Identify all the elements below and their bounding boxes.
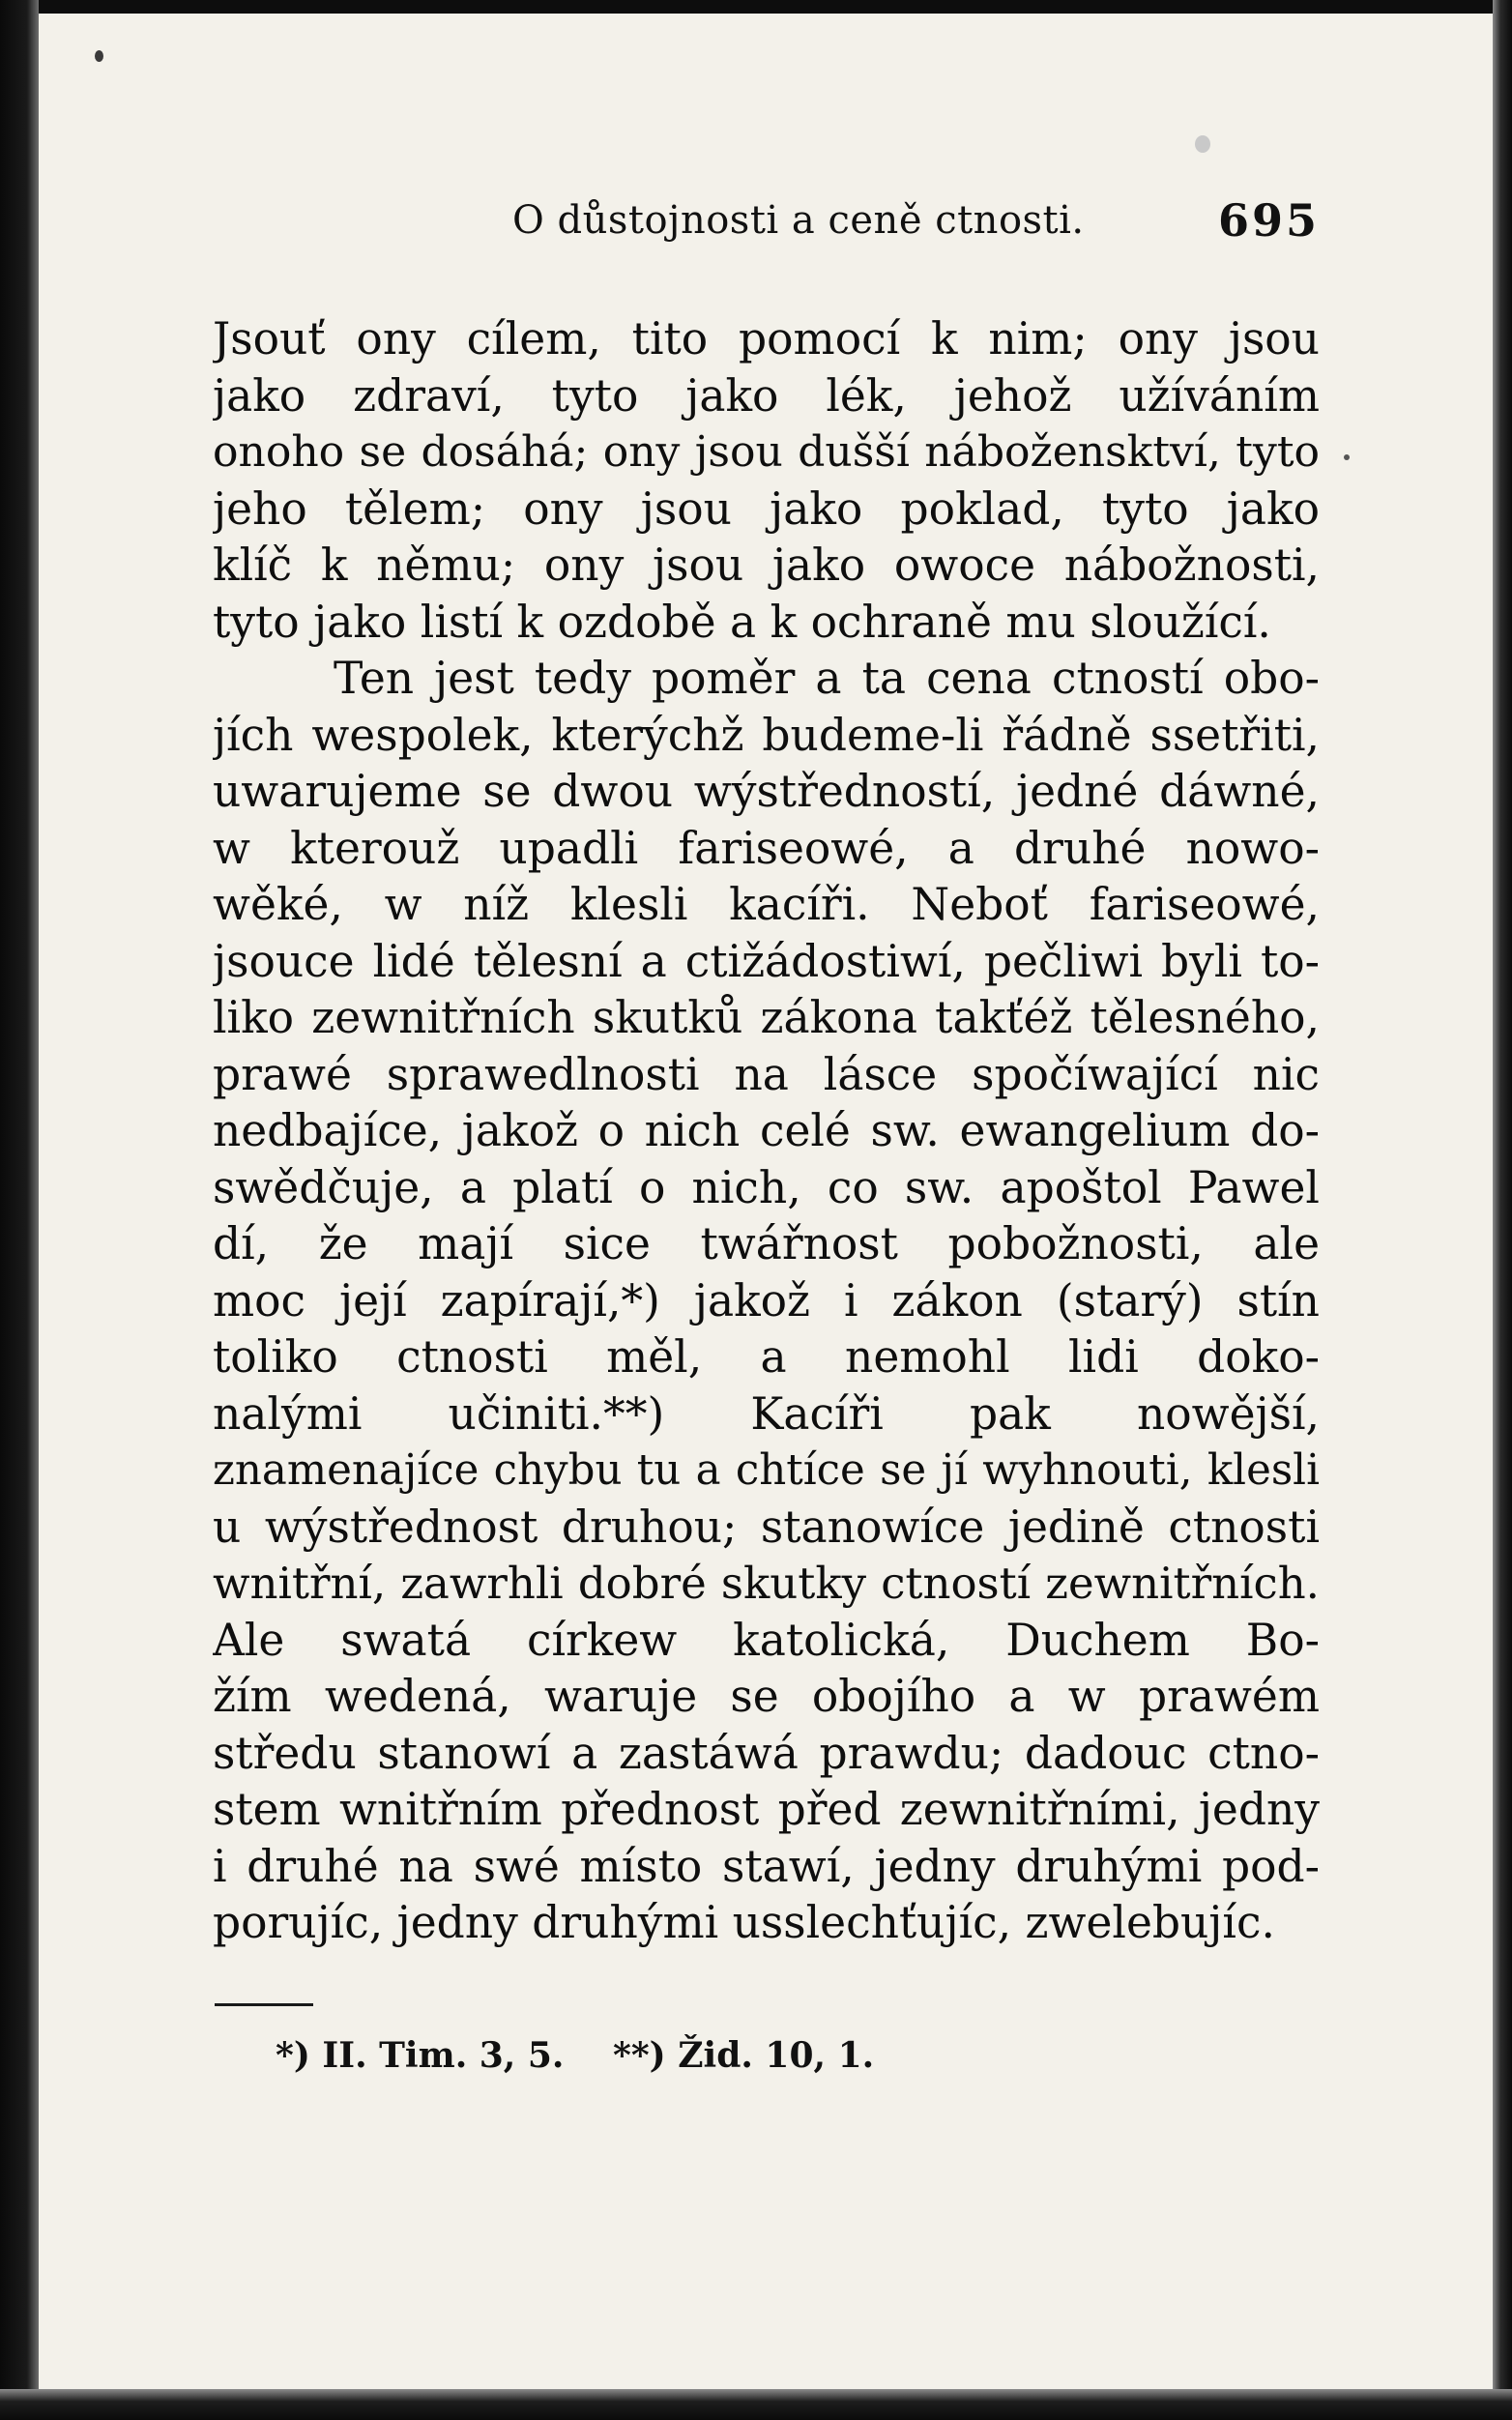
text-line: moc její zapírají,*) jakož i zákon (starý) stín [213,1274,1320,1327]
footnotes [276,2035,911,2076]
scan-border-left [0,0,39,2420]
text-line: nalými učiniti.**) Kacíři pak nowější, [213,1387,1320,1440]
footnote-1: *) II. Tim. 3, 5. [276,2035,565,2076]
text-line: jích wespolek, kterýchž budeme-li řádně ssetřiti, [213,709,1320,761]
scan-border-right [1493,0,1512,2420]
text-line: onoho se dosáhá; ony jsou dušší nábožensktví, tyto [213,427,1320,477]
text-line: nedbajíce, jakož o nich celé sw. ewangelium do- [213,1105,1320,1156]
text-line: středu stanowí a zastáwá prawdu; dadouc ctno- [213,1727,1320,1779]
ink-speck [1195,135,1210,153]
text-line: u wýstřednost druhou; stanowíce jedině ctnosti [213,1501,1320,1553]
text-line: liko zewnitřních skutků zákona takťéž tělesného, [213,992,1320,1043]
footnote-2: **) Žid. 10, 1. [613,2035,875,2076]
text-line: Ten jest tedy poměr a ta cena ctností obo- [334,653,1320,704]
text-line: jako zdraví, tyto jako lék, jehož užíváním [213,369,1320,422]
text-line: uwarujeme se dwou wýstředností, jedné dáwné, [213,766,1320,817]
footnote-separator [215,2003,313,2006]
text-line: dí, že mají sice twářnost pobožnosti, ale [213,1218,1320,1269]
text-line: i druhé na swé místo stawí, jedny druhými pod- [213,1840,1320,1892]
text-line: žím wedená, waruje se obojího a w prawém [213,1671,1320,1722]
text-line: Ale swatá církew katolická, Duchem Bo- [213,1614,1320,1666]
running-title: O důstojnosti a ceně ctnosti. [512,198,1085,243]
ink-speck [95,50,103,62]
scan-border-bottom [0,2389,1512,2420]
page-number: 695 [1217,194,1320,247]
text-line: wnitřní, zawrhli dobré skutky ctností zewnitřních. [213,1558,1320,1609]
body-text [213,311,1320,1952]
text-line: porujíc, jedny druhými usslechťujíc, zwelebujíc. [213,1897,1275,1948]
scan-border-top [0,0,1512,14]
text-line: tyto jako listí k ozdobě a k ochraně mu sloužící. [213,596,1271,648]
text-line: jeho tělem; ony jsou jako poklad, tyto jako [213,482,1320,535]
text-line: znamenajíce chybu tu a chtíce se jí wyhnouti, klesli [213,1446,1320,1495]
ink-speck [1344,454,1350,460]
text-line: swědčuje, a platí o nich, co sw. apoštol Pawel [213,1161,1320,1213]
text-line: w kterouž upadli fariseowé, a druhé nowo- [213,822,1320,874]
text-line: wěké, w níž klesli kacíři. Neboť fariseowé, [213,879,1320,930]
text-line: jsouce lidé tělesní a ctižádostiwí, pečliwi byli to- [213,935,1320,987]
text-line: Jsouť ony cílem, tito pomocí k nim; ony jsou [213,313,1320,364]
page-header [213,194,1320,256]
text-line: stem wnitřním přednost před zewnitřními, jedny [213,1784,1320,1835]
text-line: klíč k němu; ony jsou jako owoce nábožnosti, [213,539,1320,591]
text-line: prawé sprawedlnosti na lásce spočíwající nic [213,1048,1320,1100]
text-line: toliko ctnosti měl, a nemohl lidi doko- [213,1331,1320,1383]
